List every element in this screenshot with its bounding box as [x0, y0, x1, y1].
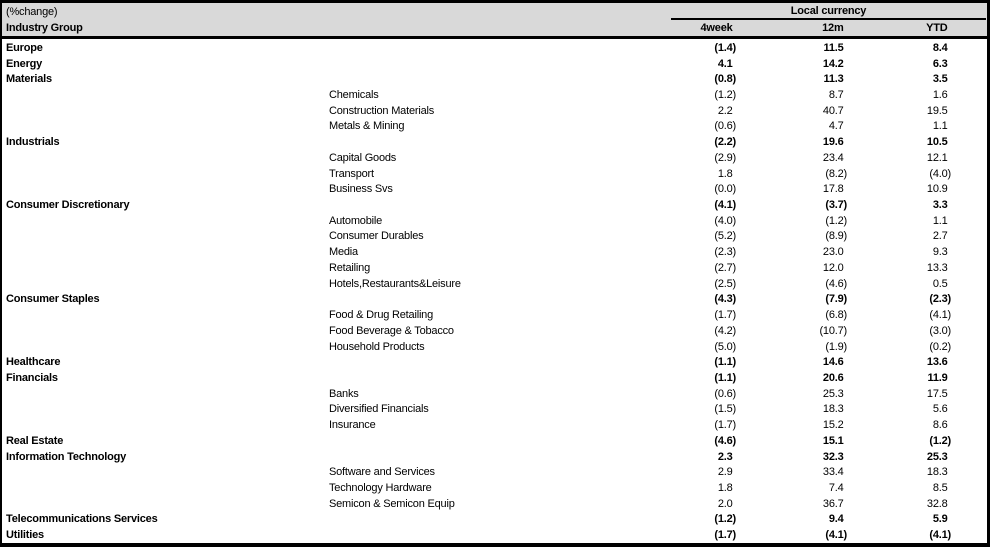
value-ytd: 17.5 [926, 387, 948, 400]
value-ytd: 9.3 [932, 246, 948, 259]
value-ytd: 5.9 [932, 513, 948, 526]
value-ytd: 5.6 [932, 403, 948, 416]
value-ytd: (4.1) [929, 529, 951, 542]
industry-label: Consumer Staples [6, 293, 100, 306]
industry-label: Transport [329, 167, 374, 180]
table-row [2, 496, 987, 512]
value-12m: 17.8 [822, 183, 844, 196]
value-ytd: 10.9 [926, 183, 948, 196]
industry-label: Capital Goods [329, 151, 397, 164]
table-row [2, 449, 987, 465]
industry-label: Information Technology [6, 450, 127, 463]
header-row-columns [2, 20, 987, 36]
value-4week: (1.1) [714, 371, 736, 384]
table-row [2, 103, 987, 119]
value-4week: (1.1) [714, 356, 736, 369]
industry-label: Semicon & Semicon Equip [329, 497, 455, 510]
table-body [2, 39, 987, 543]
table-row [2, 307, 987, 323]
value-12m: 19.6 [822, 136, 844, 149]
industry-label: Utilities [6, 529, 44, 542]
value-12m: 33.4 [822, 466, 844, 479]
value-12m: (4.6) [825, 277, 847, 290]
industry-label: Healthcare [6, 356, 61, 369]
table-row [2, 402, 987, 418]
value-12m: 11.3 [823, 73, 844, 86]
value-4week: (1.4) [714, 41, 736, 54]
value-12m: 18.3 [822, 403, 844, 416]
value-ytd: 25.3 [926, 450, 948, 463]
industry-label: Insurance [329, 419, 376, 432]
industry-label: Automobile [329, 214, 383, 227]
table-row [2, 354, 987, 370]
value-ytd: (1.2) [929, 434, 951, 447]
table-row [2, 370, 987, 386]
value-ytd: 0.5 [932, 277, 948, 290]
table-row [2, 527, 987, 543]
industry-label: Software and Services [329, 466, 435, 479]
table-row [2, 213, 987, 229]
value-4week: (4.1) [714, 199, 736, 212]
table-row [2, 181, 987, 197]
value-12m: 8.7 [828, 89, 844, 102]
value-12m: 15.2 [822, 419, 844, 432]
value-12m: 14.2 [822, 57, 844, 70]
value-ytd: 8.4 [932, 41, 948, 54]
value-12m: (3.7) [825, 199, 847, 212]
value-4week: (2.9) [714, 151, 736, 164]
industry-label: Industrials [6, 136, 60, 149]
industry-label: Financials [6, 371, 58, 384]
value-12m: 25.3 [822, 387, 844, 400]
industry-label: Retailing [329, 261, 371, 274]
value-ytd: 1.1 [932, 214, 948, 227]
value-4week: (2.5) [714, 277, 736, 290]
table-row [2, 339, 987, 355]
value-ytd: 1.1 [932, 120, 948, 133]
value-4week: (4.6) [714, 434, 736, 447]
value-12m: 11.5 [823, 41, 844, 54]
table-row [2, 480, 987, 496]
value-4week: 2.0 [717, 497, 733, 510]
value-4week: (4.3) [714, 293, 736, 306]
table-row [2, 150, 987, 166]
table-row [2, 512, 987, 528]
value-4week: (0.6) [714, 120, 736, 133]
industry-label: Banks [329, 387, 359, 400]
industry-label: Media [329, 246, 358, 259]
value-4week: 2.9 [717, 466, 733, 479]
value-12m: (10.7) [819, 324, 847, 337]
table-row [2, 276, 987, 292]
table-row [2, 197, 987, 213]
value-12m: (1.9) [825, 340, 847, 353]
value-12m: 36.7 [822, 497, 844, 510]
table-row [2, 134, 987, 150]
column-header-4week: 4week [700, 22, 733, 34]
value-12m: (8.9) [825, 230, 847, 243]
value-ytd: 8.5 [932, 481, 948, 494]
value-12m: 23.4 [822, 151, 844, 164]
industry-label: Technology Hardware [329, 481, 432, 494]
value-4week: 1.8 [717, 481, 733, 494]
value-12m: (6.8) [825, 309, 847, 322]
table-row [2, 386, 987, 402]
currency-group-header: Local currency [671, 3, 986, 20]
value-ytd: (4.1) [929, 309, 951, 322]
industry-label: Diversified Financials [329, 403, 429, 416]
industry-label: Real Estate [6, 434, 64, 447]
value-ytd: 10.5 [926, 136, 948, 149]
industry-label: Chemicals [329, 89, 379, 102]
value-12m: 32.3 [822, 450, 844, 463]
industry-label: Household Products [329, 340, 425, 353]
value-12m: 4.7 [828, 120, 844, 133]
value-4week: (2.2) [714, 136, 736, 149]
percent-change-label: (%change) [6, 5, 58, 18]
table-row [2, 71, 987, 87]
value-4week: (5.2) [714, 230, 736, 243]
value-4week: (2.3) [714, 246, 736, 259]
value-ytd: 19.5 [926, 104, 948, 117]
value-ytd: 12.1 [926, 151, 948, 164]
value-ytd: 13.6 [926, 356, 948, 369]
industry-label: Food & Drug Retailing [329, 309, 434, 322]
table-row [2, 292, 987, 308]
table-row [2, 166, 987, 182]
industry-group-header: Industry Group [6, 22, 83, 34]
value-12m: 9.4 [828, 513, 844, 526]
value-4week: 1.8 [717, 167, 733, 180]
value-ytd: 13.3 [926, 261, 948, 274]
value-12m: (1.2) [825, 214, 847, 227]
value-4week: (2.7) [714, 261, 736, 274]
value-4week: (0.0) [714, 183, 736, 196]
value-4week: (1.7) [714, 309, 736, 322]
industry-label: Materials [6, 73, 52, 86]
value-ytd: (3.0) [929, 324, 951, 337]
value-12m: 15.1 [822, 434, 844, 447]
value-ytd: 11.9 [927, 371, 948, 384]
value-4week: (1.2) [714, 513, 736, 526]
industry-label: Construction Materials [329, 104, 435, 117]
table-row [2, 56, 987, 72]
value-4week: (0.8) [714, 73, 736, 86]
value-4week: 2.3 [717, 450, 733, 463]
value-4week: (1.7) [714, 529, 736, 542]
industry-label: Hotels,Restaurants&Leisure [329, 277, 461, 290]
value-12m: 12.0 [822, 261, 844, 274]
value-4week: 2.2 [717, 104, 733, 117]
value-12m: 23.0 [822, 246, 844, 259]
industry-label: Energy [6, 57, 43, 70]
table-row [2, 323, 987, 339]
value-12m: 7.4 [828, 481, 844, 494]
value-ytd: (4.0) [929, 167, 951, 180]
value-ytd: 3.5 [932, 73, 948, 86]
value-12m: (7.9) [825, 293, 847, 306]
value-12m: 14.6 [822, 356, 844, 369]
value-4week: (1.2) [714, 89, 736, 102]
value-ytd: 8.6 [932, 419, 948, 432]
value-4week: 4.1 [717, 57, 733, 70]
table-row [2, 40, 987, 56]
value-12m: 20.6 [822, 371, 844, 384]
industry-label: Europe [6, 41, 43, 54]
value-ytd: (0.2) [929, 340, 951, 353]
value-12m: (4.1) [825, 529, 847, 542]
table-header [2, 3, 987, 39]
value-4week: (4.0) [714, 214, 736, 227]
table-row [2, 244, 987, 260]
industry-label: Business Svs [329, 183, 393, 196]
value-ytd: 1.6 [932, 89, 948, 102]
table-row [2, 229, 987, 245]
table-row [2, 87, 987, 103]
value-4week: (5.0) [714, 340, 736, 353]
value-4week: (1.5) [714, 403, 736, 416]
industry-label: Food Beverage & Tobacco [329, 324, 454, 337]
industry-label: Telecommunications Services [6, 513, 158, 526]
header-row-top [2, 3, 987, 20]
table-row [2, 260, 987, 276]
value-ytd: (2.3) [929, 293, 951, 306]
value-4week: (0.6) [714, 387, 736, 400]
value-12m: (8.2) [825, 167, 847, 180]
table-row [2, 464, 987, 480]
industry-label: Consumer Discretionary [6, 199, 130, 212]
value-12m: 40.7 [822, 104, 844, 117]
table-row [2, 433, 987, 449]
value-ytd: 18.3 [926, 466, 948, 479]
table-row [2, 417, 987, 433]
column-header-ytd: YTD [926, 22, 948, 34]
industry-label: Metals & Mining [329, 120, 405, 133]
value-4week: (1.7) [714, 419, 736, 432]
column-header-12m: 12m [822, 22, 844, 34]
value-ytd: 6.3 [932, 57, 948, 70]
value-4week: (4.2) [714, 324, 736, 337]
value-ytd: 2.7 [932, 230, 948, 243]
table-row [2, 119, 987, 135]
value-ytd: 32.8 [926, 497, 948, 510]
industry-label: Consumer Durables [329, 230, 424, 243]
value-ytd: 3.3 [932, 199, 948, 212]
